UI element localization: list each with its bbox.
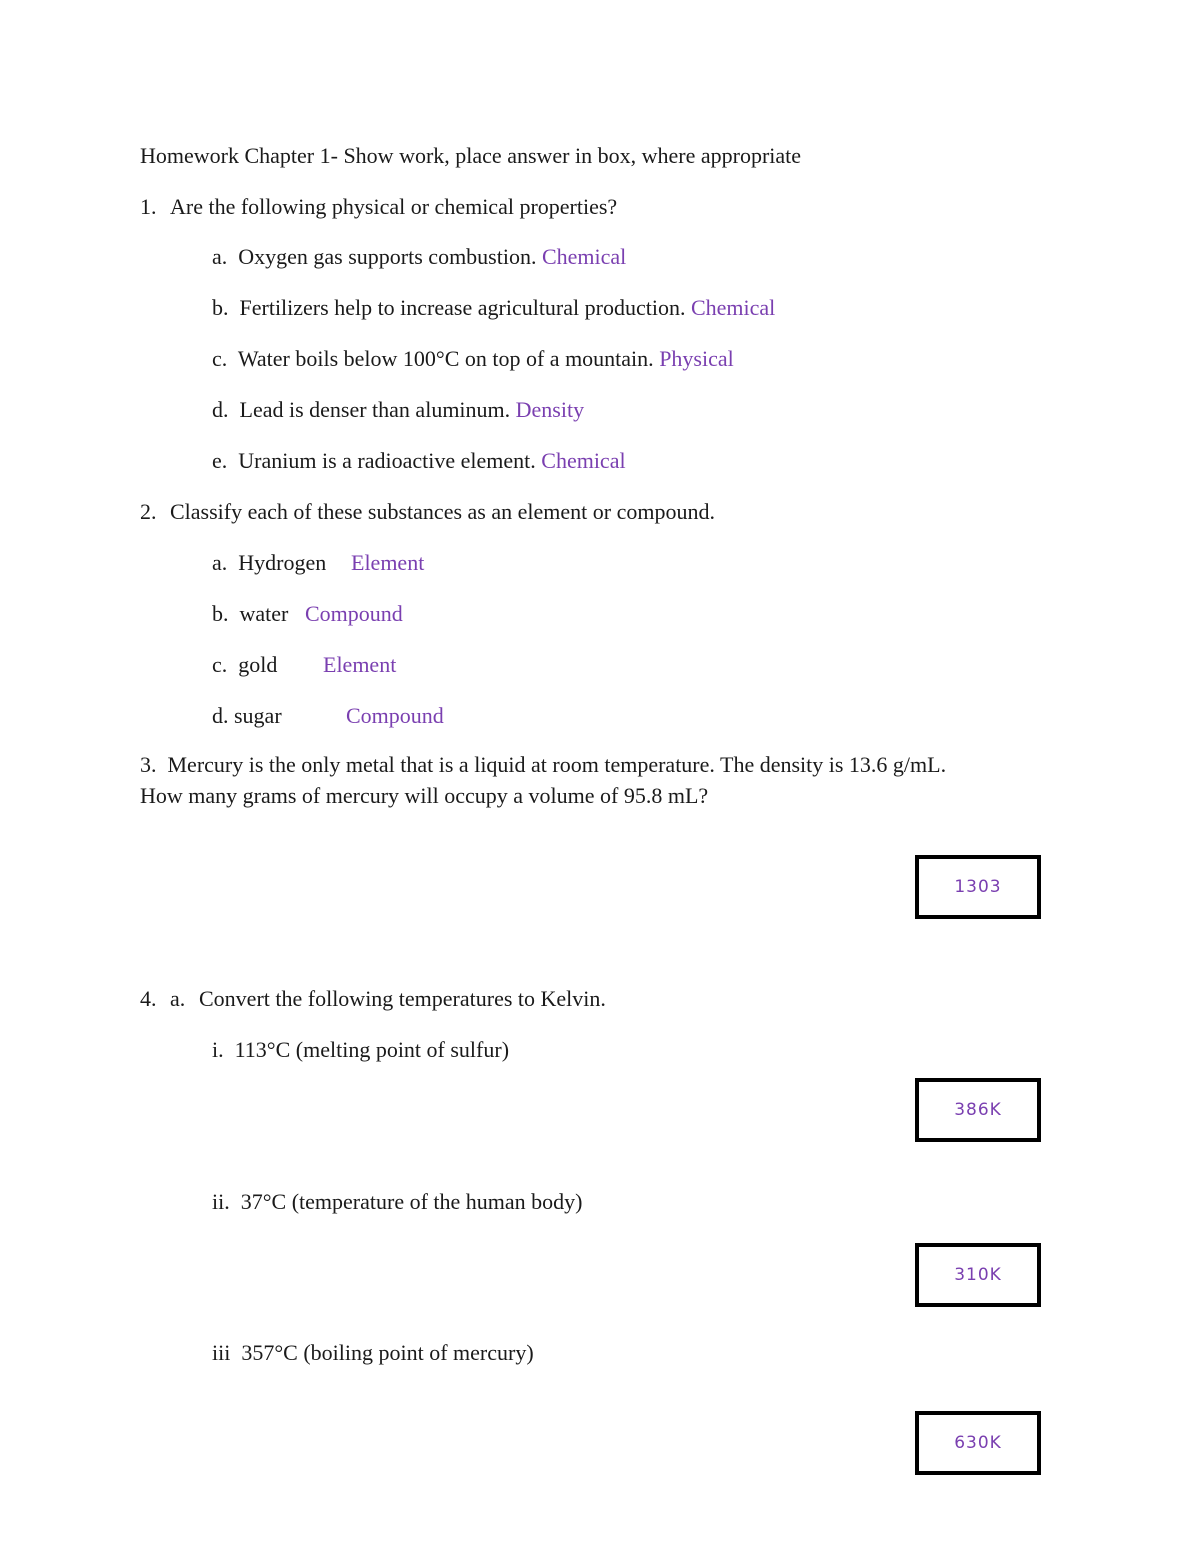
item-text: Oxygen gas supports combustion. <box>238 244 537 269</box>
q2-prompt: Classify each of these substances as an element or compound. <box>170 499 715 524</box>
q2-item-a <box>212 550 326 576</box>
q1-item-e <box>212 448 626 474</box>
q1-item-d <box>212 397 584 423</box>
item-text: 357°C (boiling point of mercury) <box>241 1340 534 1365</box>
answer-box-q4-iii: 630K <box>915 1411 1041 1475</box>
q4-item-iii <box>212 1340 534 1366</box>
item-letter: c. <box>212 652 228 677</box>
item-text: Water boils below 100°C on top of a mountain. <box>237 346 654 371</box>
q4-letter: a. <box>170 986 186 1011</box>
q2-answer-a: Element <box>351 550 425 575</box>
q2-answer-b: Compound <box>305 601 403 626</box>
item-letter: b. <box>212 295 229 320</box>
q1-item-c <box>212 346 734 372</box>
q3-number: 3. <box>140 752 157 777</box>
q3-text: Mercury is the only metal that is a liquid at room temperature. The density is 13.6 g/mL. <box>167 752 947 777</box>
q4-item-ii <box>212 1189 583 1215</box>
q1-number: 1. <box>140 194 157 219</box>
item-numeral: ii. <box>212 1189 230 1214</box>
answer-box-q3: 1303 <box>915 855 1041 919</box>
q2-item-d <box>212 703 282 729</box>
item-answer: Chemical <box>541 244 627 269</box>
q2-item-c <box>212 652 277 678</box>
item-text: 113°C (melting point of sulfur) <box>234 1037 510 1062</box>
item-answer: Physical <box>659 346 734 371</box>
item-letter: d. <box>212 703 229 728</box>
q1-item-b <box>212 295 775 321</box>
item-text: 37°C (temperature of the human body) <box>240 1189 583 1214</box>
item-answer: Density <box>515 397 585 422</box>
item-text: gold <box>238 652 278 677</box>
item-letter: a. <box>212 244 228 269</box>
item-numeral: iii <box>212 1340 231 1365</box>
item-letter: d. <box>212 397 229 422</box>
item-numeral: i. <box>212 1037 224 1062</box>
item-text: sugar <box>234 703 282 728</box>
q2-answer-c: Element <box>323 652 397 677</box>
q1-item-a <box>212 244 626 270</box>
item-text: Uranium is a radioactive element. <box>238 448 536 473</box>
item-answer: Chemical <box>541 448 626 473</box>
item-letter: c. <box>212 346 228 371</box>
item-answer: Chemical <box>690 295 776 320</box>
q3-line2: How many grams of mercury will occupy a volume of 95.8 mL? <box>140 783 709 808</box>
q2-number: 2. <box>140 499 157 524</box>
q2-answer-d: Compound <box>346 703 444 728</box>
q4-number: 4. <box>140 986 157 1011</box>
q1-prompt: Are the following physical or chemical properties? <box>170 194 618 219</box>
item-letter: a. <box>212 550 228 575</box>
q4-item-i <box>212 1037 509 1063</box>
item-text: Hydrogen <box>238 550 327 575</box>
answer-box-q4-i: 386K <box>915 1078 1041 1142</box>
page-title: Homework Chapter 1- Show work, place answer in box, where appropriate <box>140 143 802 168</box>
item-text: Lead is denser than aluminum. <box>239 397 511 422</box>
item-text: Fertilizers help to increase agricultural production. <box>239 295 686 320</box>
item-text: water <box>239 601 289 626</box>
q3-line1 <box>140 752 946 778</box>
q4-prompt: Convert the following temperatures to Kelvin. <box>199 986 606 1011</box>
answer-box-q4-ii: 310K <box>915 1243 1041 1307</box>
item-letter: b. <box>212 601 229 626</box>
q2-item-b <box>212 601 288 627</box>
item-letter: e. <box>212 448 228 473</box>
